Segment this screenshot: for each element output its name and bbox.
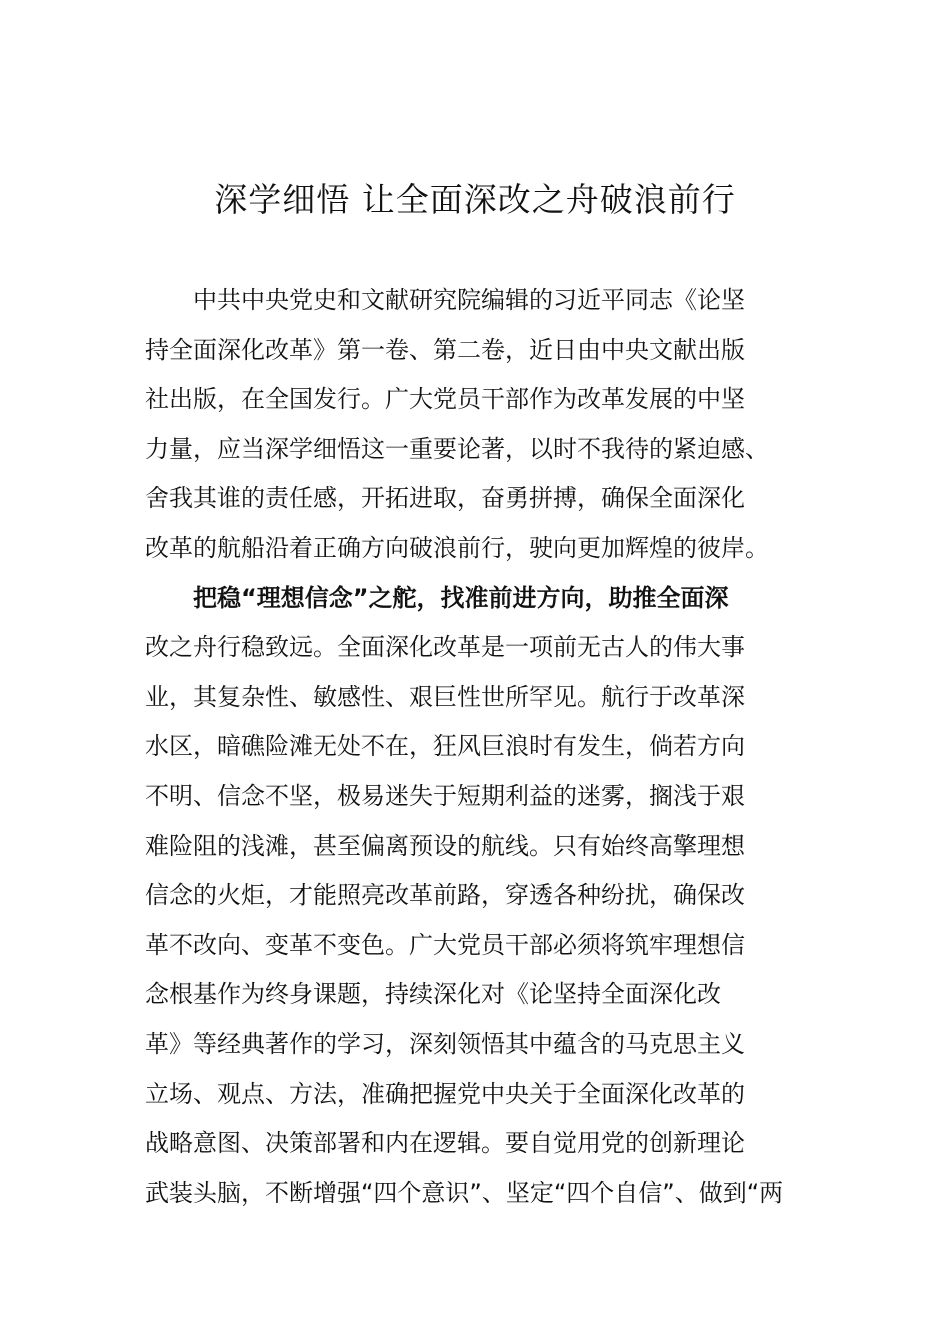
paragraph-2-line: 业，其复杂性、敏感性、艰巨性世所罕见。航行于改革深 — [145, 682, 745, 711]
paragraph-2-line: 水区，暗礁险滩无处不在，狂风巨浪时有发生，倘若方向 — [145, 732, 745, 761]
paragraph-2-line: 念根基作为终身课题，持续深化对《论坚持全面深化改 — [145, 980, 721, 1009]
paragraph-1-line: 中共中央党史和文献研究院编辑的习近平同志《论坚 — [193, 286, 745, 314]
paragraph-2-line: 信念的火炬，才能照亮改革前路，穿透各种纷扰，确保改 — [145, 881, 745, 910]
paragraph-2-line: 革》等经典著作的学习，深刻领悟其中蕴含的马克思主义 — [145, 1029, 745, 1058]
paragraph-2-line: 革不改向、变革不变色。广大党员干部必须将筑牢理想信 — [145, 930, 745, 959]
paragraph-2-line: 战略意图、决策部署和内在逻辑。要自觉用党的创新理论 — [145, 1129, 745, 1158]
paragraph-2-line: 立场、观点、方法，准确把握党中央关于全面深化改革的 — [145, 1079, 745, 1108]
paragraph-1-line: 社出版，在全国发行。广大党员干部作为改革发展的中坚 — [145, 385, 745, 414]
paragraph-1-line: 力量，应当深学细悟这一重要论著，以时不我待的紧迫感、 — [145, 434, 769, 463]
paragraph-2-line: 武装头脑，不断增强“四个意识”、坚定“四个自信”、做到“两 — [145, 1178, 784, 1207]
paragraph-2-line: 改之舟行稳致远。全面深化改革是一项前无古人的伟大事 — [145, 633, 745, 662]
paragraph-2-line: 不明、信念不坚，极易迷失于短期利益的迷雾，搁浅于艰 — [145, 781, 745, 810]
paragraph-1-line: 持全面深化改革》第一卷、第二卷，近日由中央文献出版 — [145, 335, 745, 364]
paragraph-2-line: 难险阻的浅滩，甚至偏离预设的航线。只有始终高擎理想 — [145, 831, 745, 860]
document-title: 深学细悟 让全面深改之舟破浪前行 — [214, 180, 736, 219]
paragraph-1-line: 改革的航船沿着正确方向破浪前行，驶向更加辉煌的彼岸。 — [145, 533, 769, 562]
paragraph-1-line: 舍我其谁的责任感，开拓进取，奋勇拼搏，确保全面深化 — [145, 484, 745, 513]
document-body — [145, 276, 805, 1218]
paragraph-2-lead-heading: 把稳“理想信念”之舵，找准前进方向，助推全面深 — [193, 583, 729, 612]
